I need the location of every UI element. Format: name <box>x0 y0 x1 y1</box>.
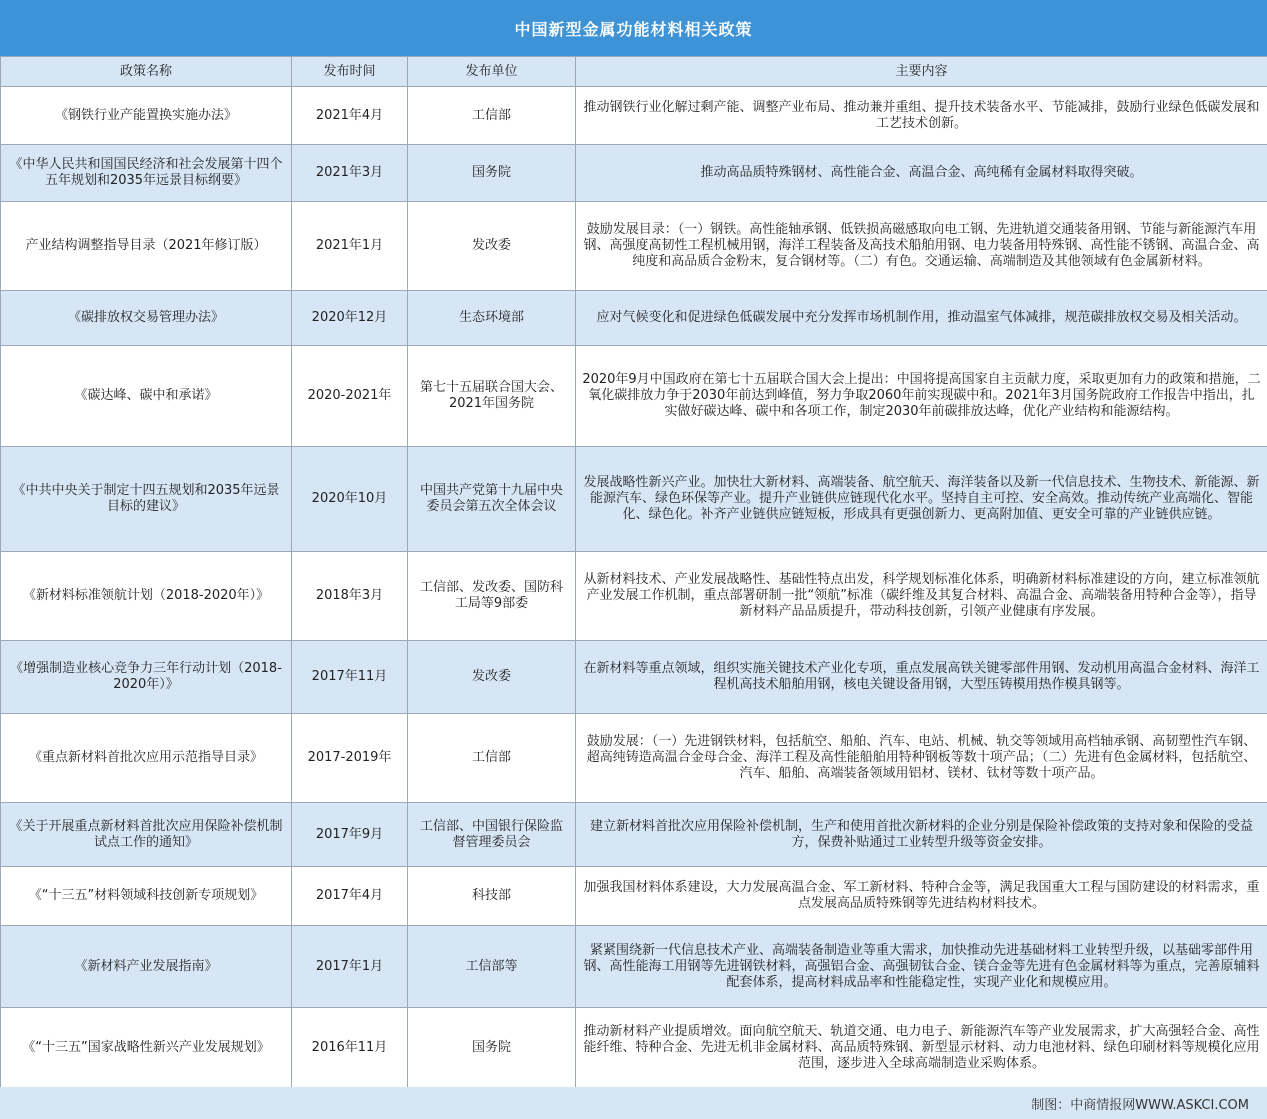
issuing-org-cell: 第七十五届联合国大会、2021年国务院 <box>408 346 576 447</box>
main-content-cell: 应对气候变化和促进绿色低碳发展中充分发挥市场机制作用，推动温室气体减排，规范碳排放权交易及相关活动。 <box>576 291 1267 346</box>
main-content-cell: 推动新材料产业提质增效。面向航空航天、轨道交通、电力电子、新能源汽车等产业发展需求，扩大高强轻合金、高性能纤维、特种合金、先进无机非金属材料、高品质特殊钢、新型显示材料、动力电池材料、绿色印刷材料等规模化应用范围，逐步进入全球高端制造业采购体系。 <box>576 1008 1267 1088</box>
table-row <box>1 867 1267 926</box>
table-row <box>1 447 1267 552</box>
release-date-cell: 2021年1月 <box>292 202 408 291</box>
main-content-cell: 推动钢铁行业化解过剩产能、调整产业布局、推动兼并重组、提升技术装备水平、节能减排，鼓励行业绿色低碳发展和工艺技术创新。 <box>576 87 1267 145</box>
policy-name-cell: 《关于开展重点新材料首批次应用保险补偿机制试点工作的通知》 <box>1 803 292 867</box>
table-row <box>1 346 1267 447</box>
table-row <box>1 714 1267 803</box>
policy-name-cell: 《新材料标准领航计划（2018-2020年）》 <box>1 552 292 641</box>
table-row <box>1 803 1267 867</box>
issuing-org-cell: 发改委 <box>408 641 576 714</box>
policy-name-cell: 《中共中央关于制定十四五规划和2035年远景目标的建议》 <box>1 447 292 552</box>
policy-name-cell: 产业结构调整指导目录（2021年修订版） <box>1 202 292 291</box>
policy-name-cell: 《“十三五”国家战略性新兴产业发展规划》 <box>1 1008 292 1088</box>
header-issuing-org: 发布单位 <box>408 57 576 87</box>
policy-name-cell: 《增强制造业核心竞争力三年行动计划（2018-2020年）》 <box>1 641 292 714</box>
release-date-cell: 2018年3月 <box>292 552 408 641</box>
header-policy-name: 政策名称 <box>1 57 292 87</box>
table-row <box>1 1008 1267 1088</box>
release-date-cell: 2021年3月 <box>292 145 408 202</box>
policy-name-cell: 《碳排放权交易管理办法》 <box>1 291 292 346</box>
table-row <box>1 291 1267 346</box>
issuing-org-cell: 科技部 <box>408 867 576 926</box>
main-content-cell: 推动高品质特殊钢材、高性能合金、高温合金、高纯稀有金属材料取得突破。 <box>576 145 1267 202</box>
table-row <box>1 145 1267 202</box>
issuing-org-cell: 生态环境部 <box>408 291 576 346</box>
release-date-cell: 2020年12月 <box>292 291 408 346</box>
table-row <box>1 87 1267 145</box>
policy-name-cell: 《钢铁行业产能置换实施办法》 <box>1 87 292 145</box>
issuing-org-cell: 发改委 <box>408 202 576 291</box>
issuing-org-cell: 国务院 <box>408 1008 576 1088</box>
source-credit: 制图：中商情报网WWW.ASKCI.COM <box>0 1087 1267 1119</box>
policy-name-cell: 《碳达峰、碳中和承诺》 <box>1 346 292 447</box>
issuing-org-cell: 工信部、发改委、国防科工局等9部委 <box>408 552 576 641</box>
release-date-cell: 2021年4月 <box>292 87 408 145</box>
release-date-cell: 2017年9月 <box>292 803 408 867</box>
release-date-cell: 2016年11月 <box>292 1008 408 1088</box>
release-date-cell: 2017年1月 <box>292 926 408 1008</box>
release-date-cell: 2017年11月 <box>292 641 408 714</box>
table-header-row <box>1 57 1267 87</box>
table-row <box>1 552 1267 641</box>
issuing-org-cell: 工信部、中国银行保险监督管理委员会 <box>408 803 576 867</box>
table-row <box>1 202 1267 291</box>
issuing-org-cell: 中国共产党第十九届中央委员会第五次全体会议 <box>408 447 576 552</box>
policy-name-cell: 《新材料产业发展指南》 <box>1 926 292 1008</box>
main-content-cell: 从新材料技术、产业发展战略性、基础性特点出发，科学规划标准化体系，明确新材料标准建设的方向，建立标准领航产业发展工作机制，重点部署研制一批“领航”标准（碳纤维及其复合材料、高温合金、高端装备用特种合金等），指导新材料产品品质提升，带动科技创新，引领产业健康有序发展。 <box>576 552 1267 641</box>
header-main-content: 主要内容 <box>576 57 1267 87</box>
release-date-cell: 2020年10月 <box>292 447 408 552</box>
policy-name-cell: 《重点新材料首批次应用示范指导目录》 <box>1 714 292 803</box>
issuing-org-cell: 工信部 <box>408 714 576 803</box>
main-content-cell: 建立新材料首批次应用保险补偿机制，生产和使用首批次新材料的企业分别是保险补偿政策的支持对象和保险的受益方，保费补贴通过工业转型升级等资金安排。 <box>576 803 1267 867</box>
main-content-cell: 鼓励发展：（一）先进钢铁材料，包括航空、船舶、汽车、电站、机械、轨交等领域用高档轴承钢、高韧塑性汽车钢、超高纯铸造高温合金母合金、海洋工程及高性能船舶用特种钢板等数十项产品；（二）先进有色金属材料，包括航空、汽车、船舶、高端装备领域用铝材、镁材、钛材等数十项产品。 <box>576 714 1267 803</box>
main-content-cell: 2020年9月中国政府在第七十五届联合国大会上提出：中国将提高国家自主贡献力度，采取更加有力的政策和措施，二氧化碳排放力争于2030年前达到峰值，努力争取2060年前实现碳中和。2021年3月国务院政府工作报告中指出，扎实做好碳达峰、碳中和各项工作，制定2030年前碳排放达峰，优化产业结构和能源结构。 <box>576 346 1267 447</box>
policy-name-cell: 《中华人民共和国国民经济和社会发展第十四个五年规划和2035年远景目标纲要》 <box>1 145 292 202</box>
release-date-cell: 2020-2021年 <box>292 346 408 447</box>
issuing-org-cell: 工信部等 <box>408 926 576 1008</box>
table-row <box>1 641 1267 714</box>
policy-name-cell: 《“十三五”材料领域科技创新专项规划》 <box>1 867 292 926</box>
issuing-org-cell: 工信部 <box>408 87 576 145</box>
main-content-cell: 发展战略性新兴产业。加快壮大新材料、高端装备、航空航天、海洋装备以及新一代信息技术、生物技术、新能源、新能源汽车、绿色环保等产业。提升产业链供应链现代化水平。坚持自主可控、安全高效。推动传统产业高端化、智能化、绿色化。补齐产业链供应链短板，形成具有更强创新力、更高附加值、更安全可靠的产业链供应链。 <box>576 447 1267 552</box>
main-content-cell: 在新材料等重点领域，组织实施关键技术产业化专项，重点发展高铁关键零部件用钢、发动机用高温合金材料、海洋工程机高技术船舶用钢，核电关键设备用钢，大型压铸模用热作模具钢等。 <box>576 641 1267 714</box>
issuing-org-cell: 国务院 <box>408 145 576 202</box>
policy-table <box>0 56 1267 1088</box>
main-content-cell: 紧紧围绕新一代信息技术产业、高端装备制造业等重大需求，加快推动先进基础材料工业转型升级，以基础零部件用钢、高性能海工用钢等先进钢铁材料，高强铝合金、高强韧钛合金、镁合金等先进有色金属材料等为重点，完善原辅料配套体系，提高材料成品率和性能稳定性，实现产业化和规模应用。 <box>576 926 1267 1008</box>
main-content-cell: 加强我国材料体系建设，大力发展高温合金、军工新材料、特种合金等，满足我国重大工程与国防建设的材料需求，重点发展高品质特殊钢等先进结构材料技术。 <box>576 867 1267 926</box>
release-date-cell: 2017-2019年 <box>292 714 408 803</box>
main-content-cell: 鼓励发展目录：（一）钢铁。高性能轴承钢、低铁损高磁感取向电工钢、先进轨道交通装备用钢、节能与新能源汽车用钢、高强度高韧性工程机械用钢，海洋工程装备及高技术船舶用钢、电力装备用特殊钢、高性能不锈钢、高温合金、高纯度和高品质合金粉末，复合钢材等。（二）有色。交通运输、高端制造及其他领域有色金属新材料。 <box>576 202 1267 291</box>
page-title: 中国新型金属功能材料相关政策 <box>0 0 1267 56</box>
header-release-date: 发布时间 <box>292 57 408 87</box>
release-date-cell: 2017年4月 <box>292 867 408 926</box>
table-row <box>1 926 1267 1008</box>
